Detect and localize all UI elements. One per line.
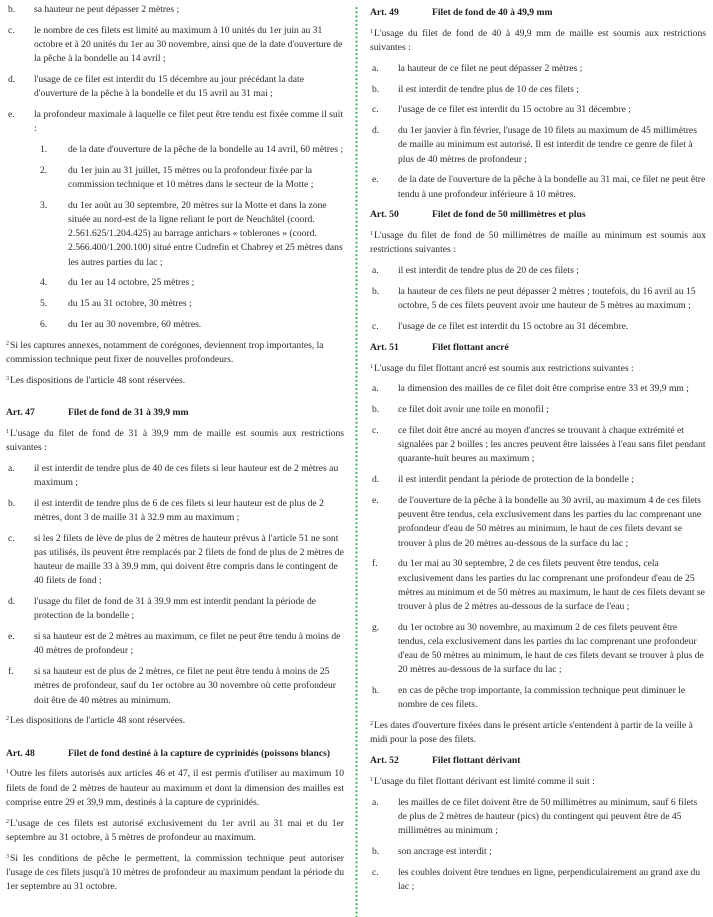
paragraph-text: L'usage de ces filets est autorisé exclusivement du 1er avril au 31 mai et du 1er septembre au 31 octobre, à 5 mètres de profondeur au maximum. bbox=[6, 817, 344, 843]
right-column bbox=[370, 0, 706, 901]
item-label: d. bbox=[8, 74, 16, 85]
item-text: les coubles doivent être tendues en ligne, perpendiculairement au grand axe du lac ; bbox=[398, 866, 701, 892]
item-label: e. bbox=[372, 174, 379, 186]
article-heading bbox=[370, 754, 706, 768]
paragraph-number: 1 bbox=[370, 28, 373, 35]
item-label: 3. bbox=[40, 199, 48, 211]
paragraph bbox=[6, 767, 344, 810]
sub-list-item bbox=[6, 318, 344, 332]
paragraph-number: 2 bbox=[6, 818, 9, 825]
item-text: du 1er octobre au 30 novembre, au maximum 2 de ces filets peuvent être tendus, cela exclusivement dans les parties du lac comprenant une profondeur d'eau de 50 mètres au minimum, le haut de ces filets devant se trouver à plus de 20 mètres au-dessous de la surface du lac ; bbox=[398, 621, 704, 676]
list-item bbox=[370, 557, 706, 614]
list-item bbox=[6, 24, 344, 67]
list-item bbox=[370, 684, 706, 712]
article-heading bbox=[370, 6, 706, 20]
item-text: du 15 au 31 octobre, 30 mètres ; bbox=[68, 298, 192, 310]
paragraph-number: 3 bbox=[6, 375, 9, 382]
item-label: d. bbox=[372, 474, 380, 486]
sub-list-item bbox=[6, 297, 344, 311]
item-label: 4. bbox=[40, 277, 48, 289]
item-label: a. bbox=[372, 62, 379, 74]
item-label: b. bbox=[372, 845, 380, 857]
item-text: il est interdit de tendre plus de 20 de ces filets ; bbox=[398, 265, 579, 277]
item-text: de l'ouverture de la pêche à la bondelle au 30 avril, au maximum 4 de ces filets peuvent être tendus, cela exclusivement dans les parties du lac comprenant une profondeur d'eau de 50 mètres au minimum, le haut de ces filets devant se trouver à plus de 20 mètres au-dessous de la surface du lac ; bbox=[398, 494, 702, 549]
item-text: l'usage de ce filet est interdit du 15 décembre au jour précédant la date d'ouverture de la pêche à la bondelle et du 15 avril au 31 mai ; bbox=[34, 74, 304, 100]
item-label: c. bbox=[372, 320, 379, 332]
article-title: Filet de fond destiné à la capture de cyprinidés (poissons blancs) bbox=[68, 747, 331, 759]
item-text: si les 2 filets de lève de plus de 2 mètres de hauteur prévus à l'article 51 ne sont pas utilisés, ils peuvent être remplacés par 2 filets de fond de plus de 2 mètres de hauteur de maille 33 à 39.9 mm, qui doivent être compris dans le contingent de 40 filets de fond ; bbox=[34, 532, 344, 587]
item-label: c. bbox=[372, 104, 379, 116]
item-label: a. bbox=[372, 383, 379, 395]
article-number: Art. 48 bbox=[6, 747, 35, 759]
item-label: d. bbox=[372, 125, 380, 137]
article-title: Filet de fond de 31 à 39,9 mm bbox=[68, 407, 189, 418]
item-text: du 1er juin au 31 juillet, 15 mètres ou la profondeur fixée par la commission technique et 10 mètres dans le secteur de la Motte ; bbox=[68, 164, 314, 190]
column-divider bbox=[355, 6, 358, 917]
list-item bbox=[370, 264, 706, 278]
paragraph-text: L'usage du filet de fond de 40 à 49,9 mm de maille est soumis aux restrictions suivantes : bbox=[370, 27, 706, 53]
paragraph-number: 2 bbox=[370, 721, 373, 728]
article-number: Art. 49 bbox=[370, 7, 399, 18]
item-label: 2. bbox=[40, 164, 48, 176]
item-label: h. bbox=[372, 685, 380, 697]
paragraph-text: L'usage du filet de fond de 50 millimètres de maille au minimum est soumis aux restrictions suivantes : bbox=[370, 230, 706, 256]
paragraph-text: Si les conditions de pêche le permettent, la commission technique peut autoriser l'usage de ces filets jusqu'à 10 mètres de profondeur au maximum pendant la période du 1er septembre au 31 octobre. bbox=[6, 852, 344, 893]
paragraph-number: 1 bbox=[6, 769, 9, 776]
list-item bbox=[370, 62, 706, 76]
list-item bbox=[6, 630, 344, 658]
article-number: Art. 50 bbox=[370, 209, 399, 221]
paragraph-text: Outre les filets autorisés aux articles 46 et 47, il est permis d'utiliser au maximum 10 filets de fond de 2 mètres de hauteur au maximum et dont la dimension des mailles est comprise entre 29 et 39,9 mm, destinés à la capture de cyprinidés. bbox=[6, 768, 344, 808]
list-item bbox=[370, 320, 706, 334]
item-text: si sa hauteur est de plus de 2 mètres, ce filet ne peut être tendu à moins de 25 mètres de profondeur, sauf du 1er octobre au 30 novembre où cette profondeur doit être de 40 mètres au minimum. bbox=[34, 666, 336, 706]
item-text: la hauteur de ce filet ne peut dépasser 2 mètres ; bbox=[398, 62, 583, 74]
sub-list-item bbox=[6, 143, 344, 157]
item-label: f. bbox=[8, 666, 14, 678]
left-column bbox=[6, 0, 344, 901]
item-label: e. bbox=[372, 494, 379, 506]
paragraph bbox=[6, 714, 344, 728]
item-label: b. bbox=[372, 83, 380, 95]
item-text: l'usage de ce filet est interdit du 15 octobre au 31 décembre ; bbox=[398, 104, 631, 116]
article-number: Art. 47 bbox=[6, 407, 35, 418]
paragraph bbox=[370, 229, 706, 257]
list-item bbox=[6, 595, 344, 623]
item-text: la profondeur maximale à laquelle ce filet peut être tendu est fixée comme il suit : bbox=[34, 109, 344, 135]
item-label: a. bbox=[372, 265, 379, 277]
paragraph-text: L'usage du filet de fond de 31 à 39,9 mm de maille est soumis aux restrictions suivantes : bbox=[6, 427, 344, 453]
list-item bbox=[370, 103, 706, 117]
list-item bbox=[370, 83, 706, 97]
item-text: le nombre de ces filets est limité au maximum à 10 unités du 1er juin au 31 octobre et à 20 unités du 1er au 30 novembre, ainsi que de la date d'ouverture de la pêche à la bondelle au 14 avril ; bbox=[34, 24, 343, 65]
item-label: c. bbox=[372, 866, 379, 878]
item-label: e. bbox=[8, 631, 15, 643]
item-text: la dimension des mailles de ce filet doit être comprise entre 33 et 39,9 mm ; bbox=[398, 383, 689, 395]
item-label: g. bbox=[372, 621, 380, 633]
article-title: Filet flottant dérivant bbox=[432, 755, 521, 767]
paragraph-number: 1 bbox=[370, 231, 373, 238]
list-item bbox=[6, 73, 344, 101]
item-text: de la date d'ouverture de la pêche de la bondelle au 14 avril, 60 mètres ; bbox=[68, 144, 344, 155]
paragraph-number: 2 bbox=[6, 340, 9, 347]
list-item bbox=[6, 108, 344, 136]
item-text: la hauteur de ces filets ne peut dépasser 2 mètres ; toutefois, du 16 avril au 15 octobre, 5 de ces filets peuvent avoir une hauteur de 5 mètres au maximum ; bbox=[398, 285, 696, 312]
paragraph bbox=[6, 374, 344, 388]
item-label: c. bbox=[8, 532, 15, 544]
list-item bbox=[370, 621, 706, 678]
item-text: ce filet doit avoir une toile en monofil ; bbox=[398, 404, 549, 416]
paragraph-text: L'usage du filet flottant dérivant est limité comme il suit : bbox=[374, 775, 595, 787]
article-heading bbox=[370, 341, 706, 355]
paragraph-number: 1 bbox=[6, 428, 9, 435]
paragraph bbox=[6, 817, 344, 845]
paragraph-text: L'usage du filet flottant ancré est soumis aux restrictions suivantes : bbox=[374, 362, 634, 374]
article-heading bbox=[370, 208, 706, 222]
list-item bbox=[370, 866, 706, 894]
item-text: du 1er janvier à fin février, l'usage de 10 filets au maximum de 45 millimètres de maille au minimum est autorisé. Il est interdit de tendre ce genre de filet à plus de 40 mètres de profondeur ; bbox=[398, 125, 697, 165]
paragraph bbox=[6, 339, 344, 367]
item-label: b. bbox=[372, 404, 380, 416]
paragraph-text: Les dispositions de l'article 48 sont réservées. bbox=[10, 715, 186, 727]
item-label: a. bbox=[8, 462, 15, 474]
paragraph bbox=[370, 362, 706, 376]
item-label: e. bbox=[8, 109, 15, 120]
item-label: a. bbox=[372, 796, 379, 808]
list-item bbox=[370, 796, 706, 839]
item-text: il est interdit pendant la période de protection de la bondelle ; bbox=[398, 474, 634, 486]
item-label: 1. bbox=[40, 144, 48, 155]
item-text: l'usage du filet de fond de 31 à 39.9 mm est interdit pendant la période de protection de la bondelle ; bbox=[34, 596, 316, 622]
article-number: Art. 51 bbox=[370, 341, 399, 353]
paragraph-text: Les dates d'ouverture fixées dans le présent article s'entendent à partir de la veille à midi pour la pose des filets. bbox=[370, 720, 693, 746]
item-text: il est interdit de tendre plus de 40 de ces filets si leur hauteur est de 2 mètres au maximum ; bbox=[34, 462, 339, 488]
list-item bbox=[370, 473, 706, 487]
paragraph-number: 2 bbox=[6, 716, 9, 723]
item-label: c. bbox=[8, 24, 15, 36]
paragraph bbox=[370, 27, 706, 55]
paragraph-text: Si les captures annexes, notamment de corégones, deviennent trop importantes, la commission technique peut fixer de nouvelles profondeurs. bbox=[6, 339, 324, 365]
item-text: l'usage de ce filet est interdit du 15 octobre au 31 décembre. bbox=[398, 320, 629, 332]
item-text: de la date de l'ouverture de la pêche à la bondelle au 31 mai, ce filet ne peut être tendu à une profondeur inférieure à 10 mètres. bbox=[398, 174, 706, 200]
item-text: en cas de pêche trop importante, la commission technique peut diminuer le nombre de ces filets. bbox=[398, 685, 686, 711]
list-item bbox=[370, 424, 706, 467]
item-label: d. bbox=[8, 596, 16, 608]
item-text: son ancrage est interdit ; bbox=[398, 845, 492, 857]
paragraph-number: 1 bbox=[370, 776, 373, 783]
item-label: b. bbox=[8, 4, 16, 15]
article-title: Filet de fond de 50 millimètres et plus bbox=[432, 209, 586, 221]
paragraph-text: Les dispositions de l'article 48 sont réservées. bbox=[10, 374, 186, 386]
article-heading bbox=[6, 747, 344, 761]
list-item bbox=[6, 462, 344, 490]
item-text: les mailles de ce filet doivent être de 50 millimètres au minimum, sauf 6 filets de plus de 2 mètres de hauteur (pics) du contingent qui peuvent être de 45 millimètres au minimum ; bbox=[398, 796, 698, 837]
list-item bbox=[6, 497, 344, 525]
list-item bbox=[370, 494, 706, 551]
item-label: c. bbox=[372, 424, 379, 436]
sub-list-item bbox=[6, 164, 344, 192]
paragraph-number: 1 bbox=[370, 363, 373, 370]
list-item bbox=[370, 382, 706, 396]
item-label: 5. bbox=[40, 298, 48, 310]
article-number: Art. 52 bbox=[370, 755, 399, 767]
list-item bbox=[370, 845, 706, 859]
list-item bbox=[370, 124, 706, 167]
paragraph bbox=[370, 775, 706, 789]
item-text: si sa hauteur est de 2 mètres au maximum, ce filet ne peut être tendu à moins de 40 mètres de profondeur ; bbox=[34, 631, 341, 657]
article-title: Filet flottant ancré bbox=[432, 341, 509, 353]
list-item bbox=[6, 665, 344, 708]
list-item bbox=[370, 285, 706, 313]
item-text: il est interdit de tendre plus de 10 de ces filets ; bbox=[398, 83, 579, 95]
item-text: ce filet doit être ancré au moyen d'ancres se trouvant à chaque extrémité et signalées par 2 boilles ; les ancres peuvent être laissées à l'eau sans filet pendant quarante-huit heures au maximum ; bbox=[398, 424, 706, 465]
item-text: du 1er mai au 30 septembre, 2 de ces filets peuvent être tendus, cela exclusivement dans les parties du lac comprenant une profondeur d'eau de 25 mètres au minimum et de 50 mètres au maximum, le haut de ces filets devant se trouver à plus de 2 mètres au-dessous de la surface de l'eau ; bbox=[398, 558, 705, 612]
article-title: Filet de fond de 40 à 49,9 mm bbox=[432, 7, 553, 18]
paragraph bbox=[6, 427, 344, 455]
item-label: f. bbox=[372, 558, 378, 570]
item-text: il est interdit de tendre plus de 6 de ces filets si leur hauteur est de plus de 2 mètres, dont 3 de maille 31 à 32.9 mm au maximum ; bbox=[34, 497, 324, 523]
item-label: b. bbox=[372, 285, 380, 297]
article-heading bbox=[6, 406, 344, 420]
list-item bbox=[370, 403, 706, 417]
item-text: du 1er au 14 octobre, 25 mètres ; bbox=[68, 277, 195, 289]
sub-list-item bbox=[6, 276, 344, 290]
item-text: sa hauteur ne peut dépasser 2 mètres ; bbox=[34, 4, 180, 15]
item-text: du 1er août au 30 septembre, 20 mètres sur la Motte et dans la zone située au nord-est de la ligne reliant le port de Neuchâtel (coord. 2.561.625/1.204.425) au barrage antichars « toblerones » (coord. 2.566.400/1.200.100) situé entre Cudrefin et Chabrey et 25 mètres dans les autres parties du lac ; bbox=[68, 199, 343, 268]
list-item bbox=[370, 173, 706, 201]
item-label: b. bbox=[8, 497, 16, 509]
item-text: du 1er au 30 novembre, 60 mètres. bbox=[68, 319, 202, 330]
item-label: 6. bbox=[40, 319, 48, 330]
paragraph bbox=[370, 719, 706, 747]
paragraph bbox=[6, 852, 344, 895]
sub-list-item bbox=[6, 199, 344, 270]
paragraph-number: 3 bbox=[6, 853, 9, 860]
list-item bbox=[6, 532, 344, 589]
list-item bbox=[6, 3, 344, 17]
